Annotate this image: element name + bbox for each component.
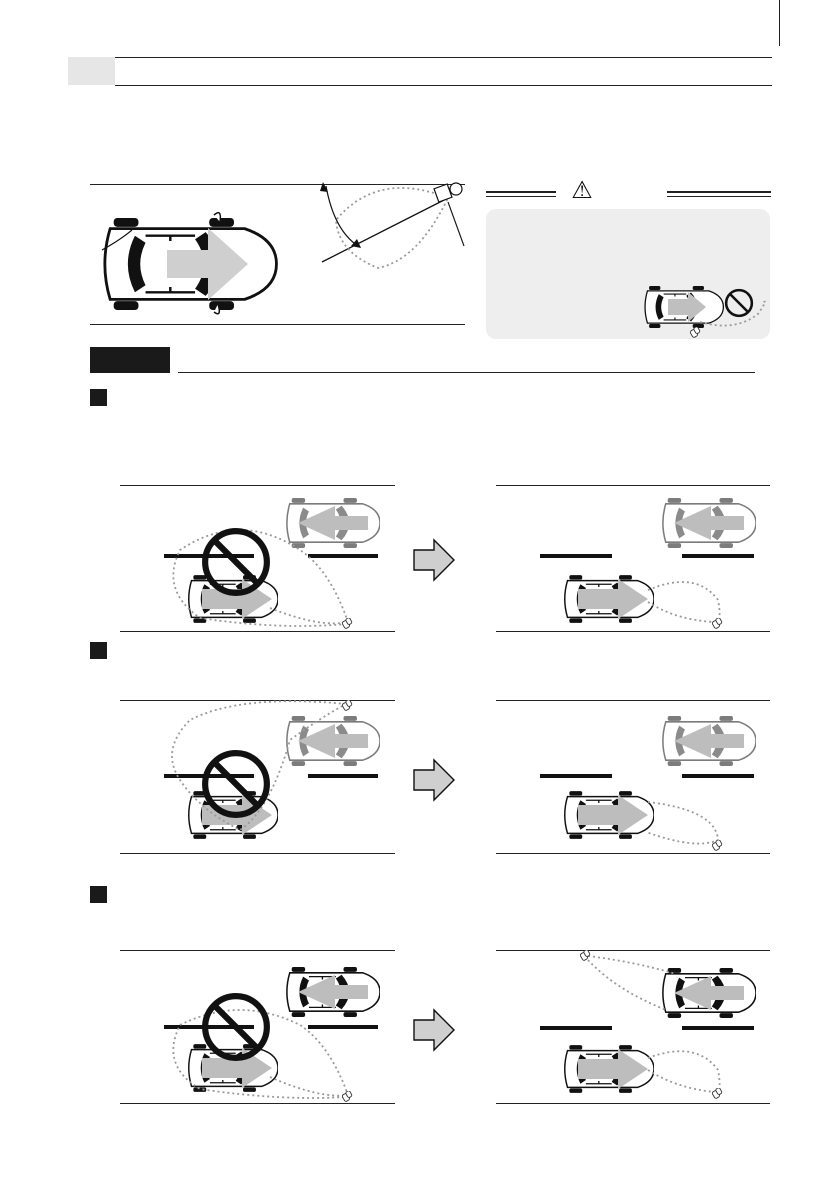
step-3-right-bottom-rule [496, 1103, 770, 1104]
caution-rule-right [667, 191, 771, 193]
step-1-number [90, 389, 107, 406]
next-arrow-icon [412, 758, 456, 802]
caution-rule-left-2 [486, 196, 556, 197]
header-tab [68, 57, 115, 85]
step-1-right-illustration [496, 490, 770, 630]
warning-triangle-icon: ⚠ [571, 177, 593, 204]
step-2-right-bottom-rule [496, 853, 770, 854]
step-2-wrong-bottom-rule [120, 853, 395, 854]
step-3-wrong-illustration [120, 955, 395, 1105]
page-corner-rule [779, 0, 780, 46]
caution-rule-right-2 [667, 196, 771, 197]
figure-bottom-rule [90, 324, 465, 325]
prohibited-icon [726, 290, 752, 316]
step-1-right-top-rule [496, 485, 770, 486]
main-car-illustration [90, 200, 290, 315]
section-badge [90, 347, 170, 373]
step-3-wrong-top-rule [120, 950, 395, 951]
section-rule [178, 372, 755, 373]
step-1-wrong-illustration [120, 490, 395, 630]
next-arrow-icon [412, 1008, 456, 1052]
step-3-right-illustration [496, 950, 770, 1100]
operating-angle-diagram [318, 180, 468, 270]
step-1-wrong-bottom-rule [120, 631, 395, 632]
next-arrow-icon [412, 538, 456, 582]
caution-illustration [640, 284, 770, 344]
step-1-wrong-top-rule [120, 485, 395, 486]
step-1-right-bottom-rule [496, 631, 770, 632]
step-3-number [90, 886, 107, 903]
person-icon [434, 183, 462, 202]
step-2-right-illustration [496, 700, 770, 850]
header-bottom-rule [115, 85, 772, 86]
step-2-number [90, 642, 107, 659]
header-top-rule [115, 57, 772, 58]
step-2-wrong-illustration [120, 700, 395, 850]
caution-rule-left [486, 191, 556, 193]
